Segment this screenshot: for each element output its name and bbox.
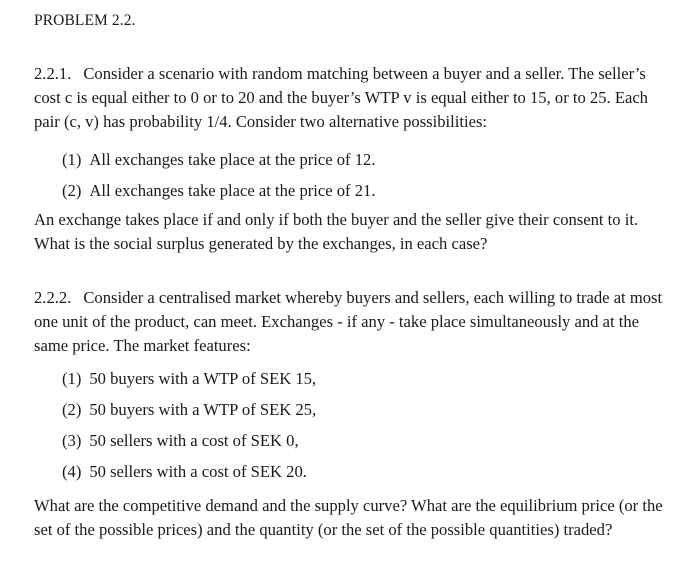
section-2-2-1-items: [62, 144, 375, 206]
list-item: (1) 50 buyers with a WTP of SEK 15,: [62, 369, 317, 388]
section-2-2-2-text: Consider a centralised market whereby buyers and sellers, each willing to trade at most one unit of the product, can meet. Exchanges - if any - take place simultaneously and at the same price. The market features:: [34, 288, 663, 355]
section-2-2-1-intro: [34, 62, 670, 134]
section-2-2-1-number: 2.2.1.: [34, 64, 72, 83]
section-2-2-2-question: What are the competitive demand and the supply curve? What are the equilibrium price (or the set of the possible prices) and the quantity (or the set of the possible quantities) traded?: [34, 496, 663, 539]
section-2-2-2-number: 2.2.2.: [34, 288, 72, 307]
section-2-2-1-text: Consider a scenario with random matching between a buyer and a seller. The seller’s cost c is equal either to 0 or to 20 and the buyer’s WTP v is equal either to 15, or to 25. Each pair (c, v) has probability 1/4. Consider two alternative possibilities:: [34, 64, 648, 131]
list-item: (4) 50 sellers with a cost of SEK 20.: [62, 462, 307, 481]
problem-title: PROBLEM 2.2.: [34, 12, 136, 29]
list-item: (3) 50 sellers with a cost of SEK 0,: [62, 431, 299, 450]
list-item: (2) 50 buyers with a WTP of SEK 25,: [62, 400, 317, 419]
list-item: (1) All exchanges take place at the price of 12.: [62, 150, 376, 169]
section-2-2-2-intro: [34, 286, 670, 358]
section-2-2-2-items: [62, 363, 316, 487]
list-item: (2) All exchanges take place at the price of 21.: [62, 181, 376, 200]
section-2-2-1-question: An exchange takes place if and only if both the buyer and the seller give their consent to it. What is the social surplus generated by the exchanges, in each case?: [34, 210, 639, 253]
